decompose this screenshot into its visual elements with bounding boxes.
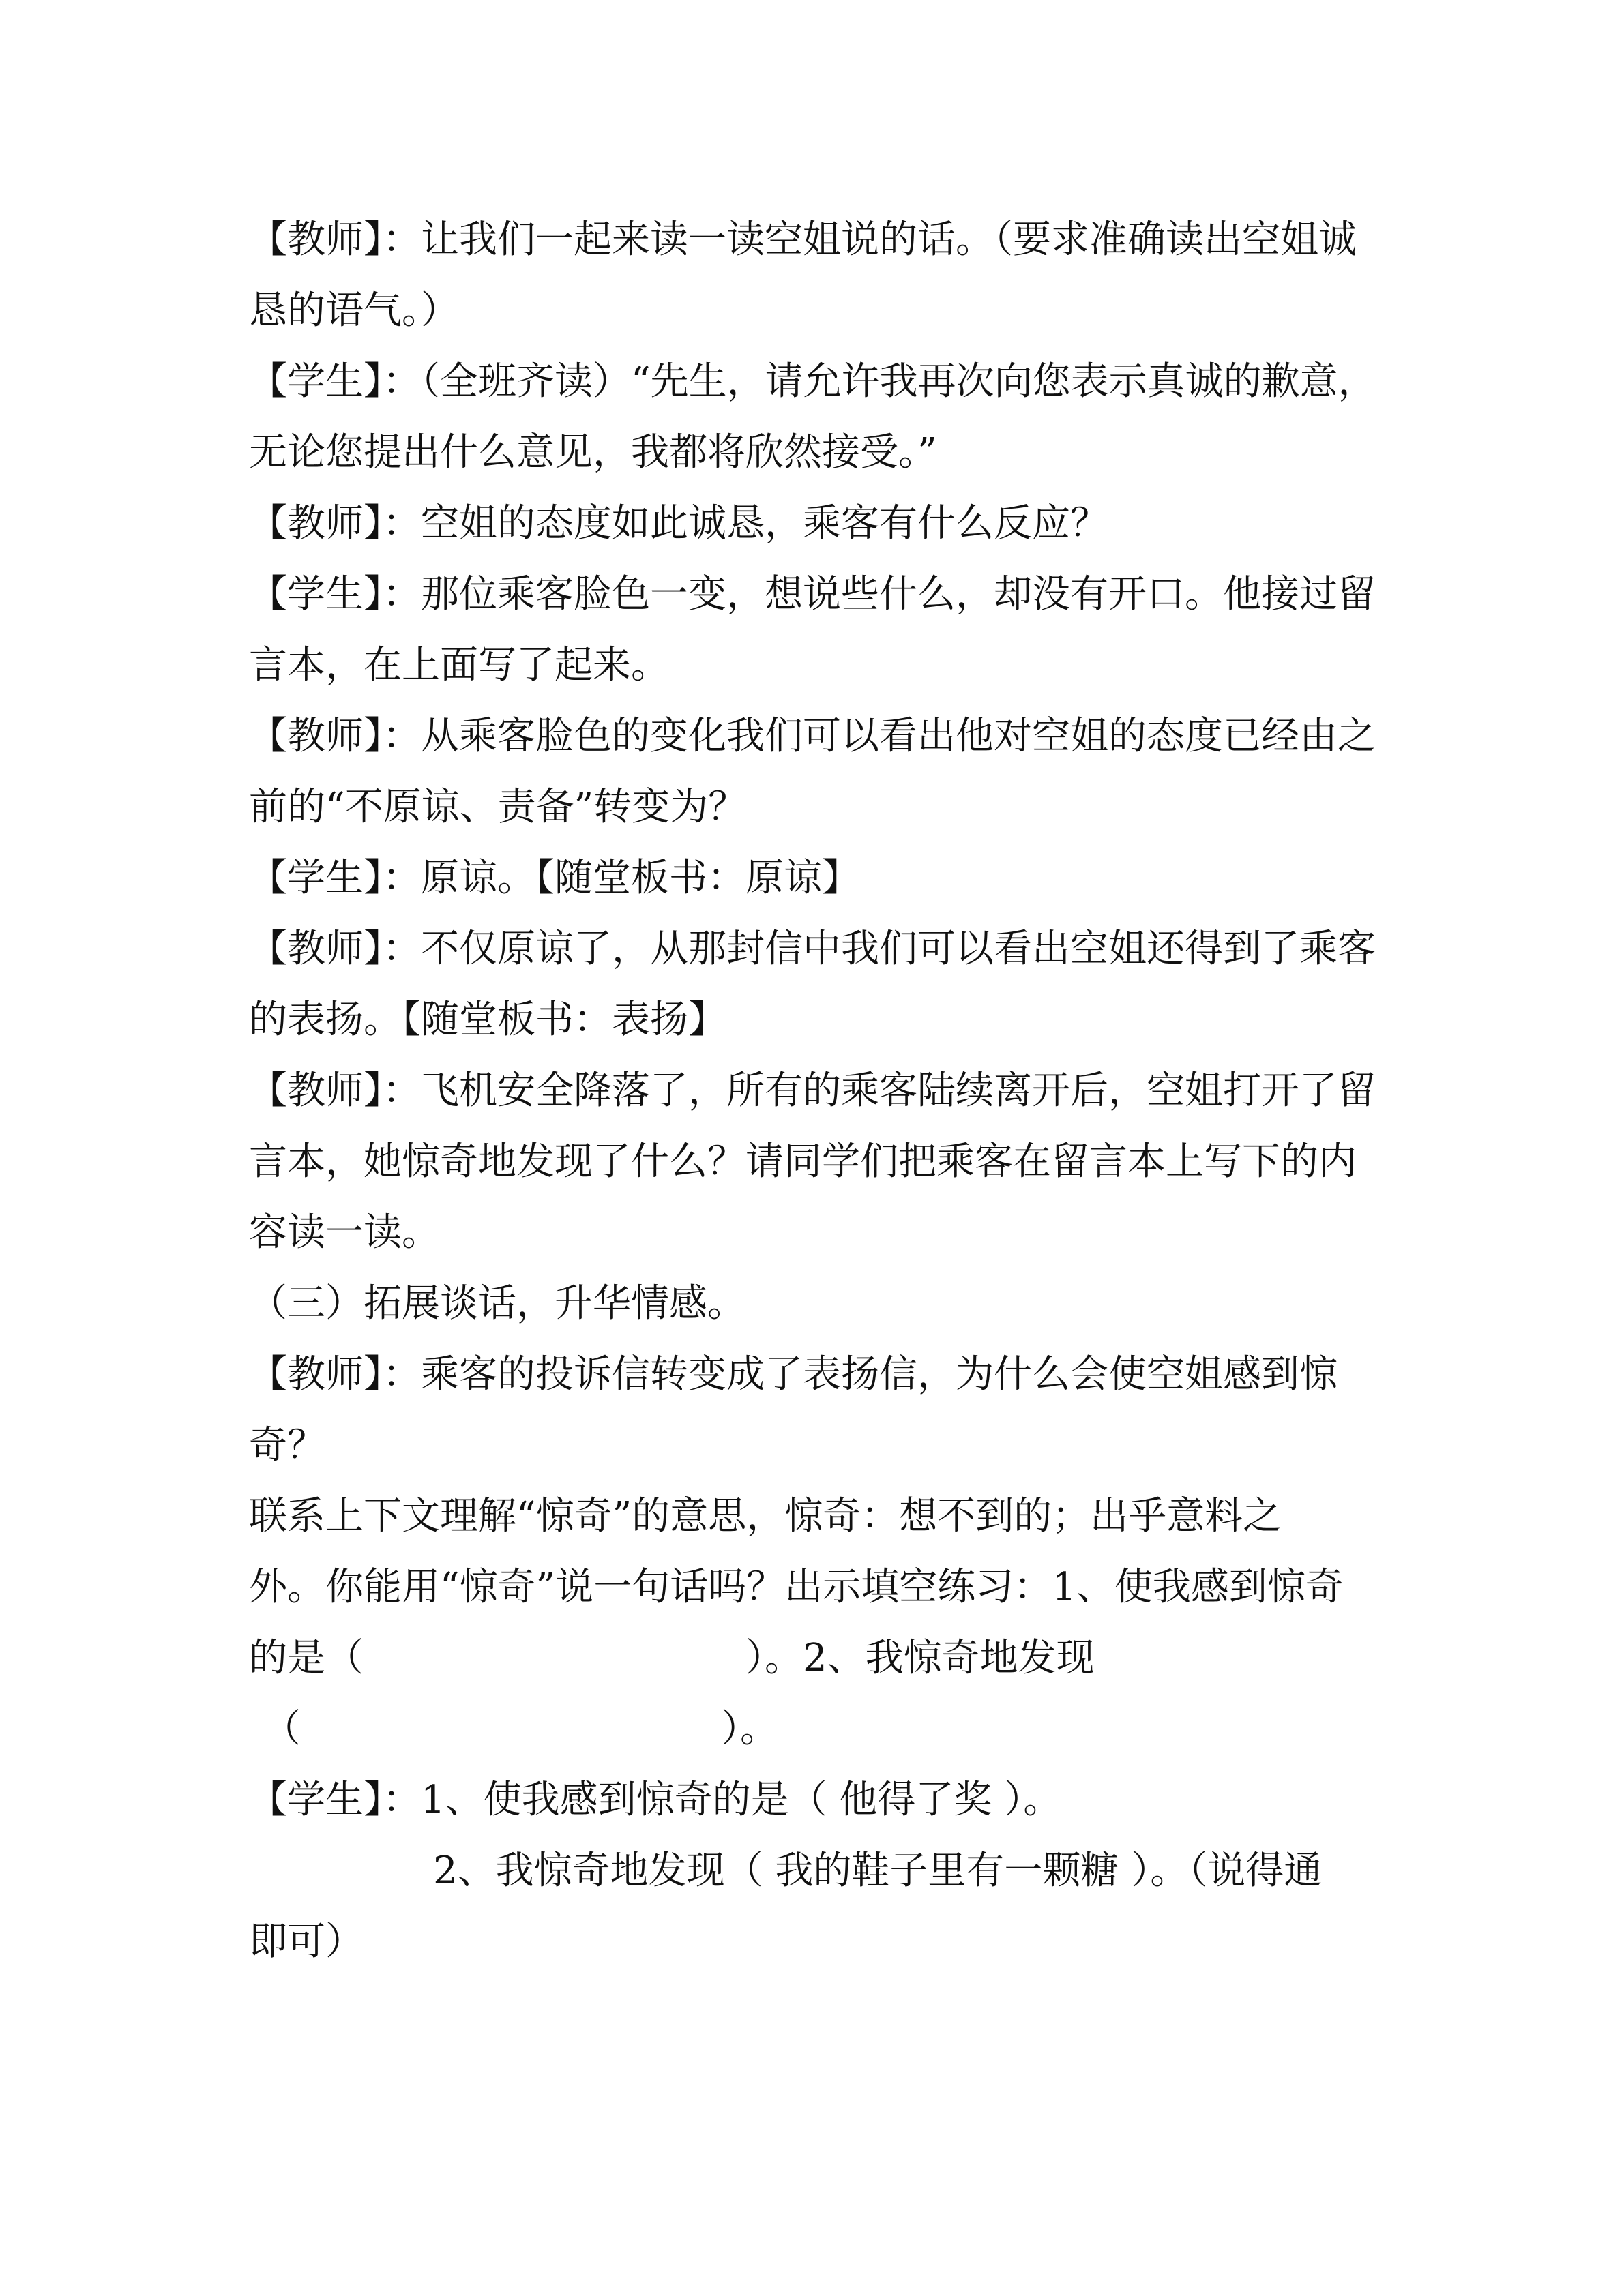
dialogue-paragraph — [249, 914, 1381, 1056]
paragraph-text: ：（全班齐读）“先生，请允许我再次向您表示真诚的歉意，无论您提出什么意见，我都将欣然接受。” — [249, 359, 1376, 475]
paragraph-text: ：原谅。【随堂板书：原谅】 — [383, 856, 860, 900]
explanation-line: 外。你能用“惊奇”说一句话吗？出示填空练习：1、使我感到惊奇 — [249, 1565, 1344, 1609]
speaker-label: 【学生】 — [249, 856, 383, 900]
dialogue-paragraph — [249, 1056, 1381, 1268]
dialogue-paragraph — [249, 843, 1381, 914]
speaker-label: 【教师】 — [249, 218, 383, 262]
paragraph-text: ：让我们一起来读一读空姐说的话。（要求准确读出空姐诚恳的语气。） — [249, 218, 1357, 333]
paragraph-text: ：那位乘客脸色一变，想说些什么，却没有开口。他接过留言本，在上面写了起来。 — [249, 572, 1376, 687]
paragraph-text: ：空姐的态度如此诚恳，乘客有什么反应？ — [383, 501, 1108, 546]
paragraph-text: ：乘客的投诉信转变成了表扬信，为什么会使空姐感到惊奇？ — [249, 1352, 1338, 1467]
explanation-line: 联系上下文理解“惊奇”的意思，惊奇：想不到的；出乎意料之 — [249, 1494, 1282, 1538]
dialogue-paragraph — [249, 559, 1381, 701]
paragraph-text: ：从乘客脸色的变化我们可以看出他对空姐的态度已经由之前的“不原谅、责备”转变为？ — [249, 714, 1376, 829]
speaker-label: 【教师】 — [249, 1352, 383, 1397]
section-heading-text: （三）拓展谈话，升华情感。 — [249, 1281, 745, 1326]
lesson-content — [249, 205, 1381, 1978]
speaker-label: 【学生】 — [249, 1778, 383, 1822]
answer-paragraph — [249, 1765, 1381, 1836]
speaker-label: 【教师】 — [249, 501, 383, 546]
speaker-label: 【学生】 — [249, 359, 383, 404]
dialogue-paragraph — [249, 488, 1381, 559]
explanation-line: （ ）。 — [263, 1707, 778, 1751]
answer-text: ：1、使我感到惊奇的是（ 他得了奖 ）。 — [383, 1778, 1062, 1822]
section-heading — [249, 1268, 1381, 1339]
paragraph-text: ：不仅原谅了，从那封信中我们可以看出空姐还得到了乘客的表扬。【随堂板书：表扬】 — [249, 927, 1376, 1042]
dialogue-paragraph — [249, 1339, 1381, 1481]
dialogue-paragraph — [249, 205, 1381, 346]
speaker-label: 【教师】 — [249, 927, 383, 971]
paragraph-text: ：飞机安全降落了，所有的乘客陆续离开后，空姐打开了留言本，她惊奇地发现了什么？请同学们把乘客在留言本上写下的内容读一读。 — [249, 1069, 1376, 1255]
speaker-label: 【教师】 — [249, 1069, 383, 1113]
explanation-line: 的是（ ）。2、我惊奇地发现 — [249, 1636, 1095, 1680]
answer-line: 即可） — [249, 1920, 364, 1964]
dialogue-paragraph — [249, 346, 1381, 488]
answer-line: 2、我惊奇地发现（ 我的鞋子里有一颗糖 ）。（说得通 — [433, 1849, 1323, 1893]
speaker-label: 【学生】 — [249, 572, 383, 616]
dialogue-paragraph — [249, 701, 1381, 843]
speaker-label: 【教师】 — [249, 714, 383, 758]
